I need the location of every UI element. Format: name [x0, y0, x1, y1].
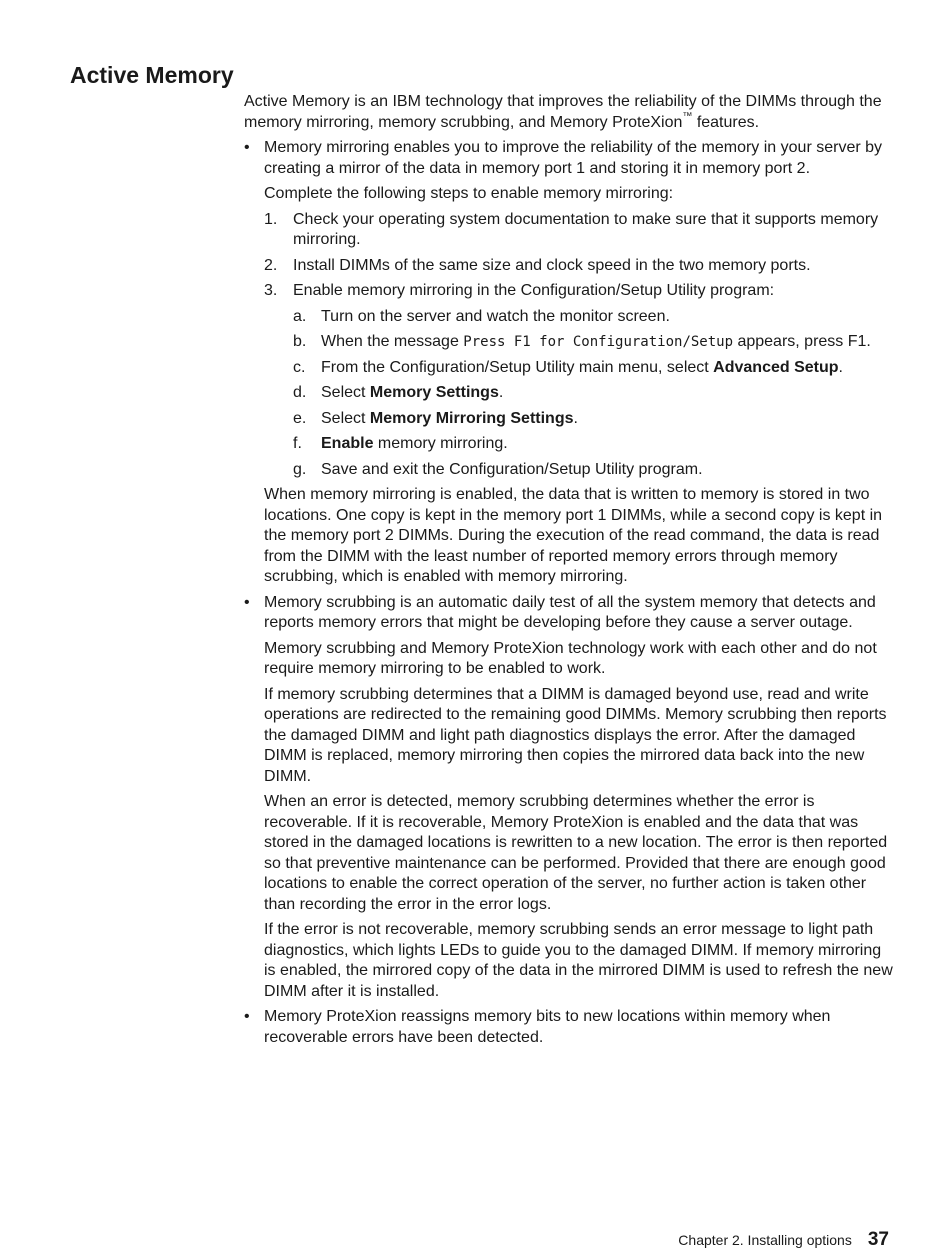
- protexion-description: Memory ProteXion reassigns memory bits to new locations within memory when recoverable errors have been detected.: [264, 1008, 831, 1046]
- intro-paragraph: [244, 92, 894, 133]
- bullet-memory-scrubbing: [244, 593, 894, 1003]
- substep-text: Save and exit the Configuration/Setup Utility program.: [321, 460, 703, 478]
- substep-letter: f.: [293, 435, 302, 452]
- substep-letter: e.: [293, 409, 307, 427]
- step-2: [264, 256, 894, 277]
- substep-text: Select: [321, 384, 370, 401]
- scrubbing-paragraph-4: If the error is not recoverable, memory scrubbing sends an error message to light path diagnostics, which lights LEDs to guide you to the damaged DIMM. If memory mirroring is enabled, the mirrored copy of the data in the mirrored DIMM is used to refresh the new DIMM after it is installed.: [264, 921, 893, 1000]
- step-1: [264, 210, 894, 251]
- substep-a: [293, 307, 894, 328]
- substep-f: [293, 434, 894, 455]
- bullet-icon: •: [244, 139, 250, 156]
- substep-letter: a.: [293, 307, 307, 325]
- substep-letter: d.: [293, 384, 307, 401]
- substep-g: [293, 460, 894, 481]
- intro-text: Active Memory is an IBM technology that improves the reliability of the DIMMs through the memory mirroring, memory scrubbing, and Memory ProteXion: [244, 93, 882, 131]
- feature-list: [244, 138, 894, 1048]
- substep-e: [293, 409, 894, 430]
- substep-text: .: [838, 358, 843, 376]
- substep-text: When the message: [321, 333, 464, 350]
- section-body: [244, 92, 894, 1053]
- option-enable: Enable: [321, 435, 374, 452]
- menu-option-memory-mirroring-settings: Memory Mirroring Settings: [369, 409, 574, 427]
- step-number: 3.: [264, 282, 278, 299]
- scrubbing-description: Memory scrubbing is an automatic daily test of all the system memory that detects and reports memory errors that might be developing before they cause a server outage.: [264, 593, 876, 631]
- scrubbing-paragraph-1: Memory scrubbing and Memory ProteXion technology work with each other and do not require memory mirroring to be enabled to work.: [264, 639, 877, 677]
- substep-c: [293, 358, 894, 379]
- substep-letter: g.: [293, 460, 307, 478]
- substep-letter: b.: [293, 333, 307, 350]
- step-3: [264, 281, 894, 480]
- mirroring-description: Memory mirroring enables you to improve the reliability of the memory in your server by creating a mirror of the data in memory port 1 and storing it in memory port 2.: [264, 139, 883, 177]
- step-3-substeps: [293, 307, 894, 481]
- chapter-label: Chapter 2. Installing options: [678, 1232, 852, 1248]
- substep-text: .: [498, 384, 504, 401]
- trademark-symbol: ™: [682, 110, 693, 122]
- step-number: 1.: [264, 210, 278, 228]
- bullet-icon: •: [244, 593, 250, 611]
- substep-text: memory mirroring.: [373, 435, 508, 452]
- intro-tail: features.: [696, 113, 760, 131]
- mirroring-explanation: When memory mirroring is enabled, the data that is written to memory is stored in two locations. One copy is kept in the memory port 1 DIMMs, while a second copy is kept in the memory port 2 DIMMs. During the execution of the read command, the data is read from the DIMM with the least number of reported memory errors through memory scrubbing, which is enabled with memory mirroring.: [264, 486, 883, 585]
- mirroring-steps: [264, 210, 894, 481]
- substep-text: Select: [321, 409, 370, 427]
- substep-d: [293, 383, 894, 404]
- bullet-icon: •: [244, 1008, 250, 1025]
- page-footer: [678, 1228, 889, 1252]
- substep-b: [293, 332, 894, 353]
- step-text: Install DIMMs of the same size and clock speed in the two memory ports.: [293, 256, 811, 274]
- substep-text: .: [573, 409, 578, 427]
- bullet-memory-protexion: [244, 1007, 894, 1048]
- scrubbing-paragraph-3: When an error is detected, memory scrubbing determines whether the error is recoverable. If it is recoverable, Memory ProteXion is enabled and the data that was stored in the damaged locations is rewritten to a new location. The error is then reported so that preventive maintenance can be performed. Provided that there are enough good locations to enable the correct operation of the server, no further action is taken other than recording the error in the error logs.: [264, 793, 888, 913]
- section-heading: Active Memory: [70, 62, 234, 88]
- menu-option-advanced-setup: Advanced Setup: [713, 358, 839, 376]
- steps-intro: Complete the following steps to enable memory mirroring:: [264, 185, 674, 202]
- step-number: 2.: [264, 256, 278, 274]
- scrubbing-paragraph-2: If memory scrubbing determines that a DIMM is damaged beyond use, read and write operations are redirected to the remaining good DIMMs. Memory scrubbing then reports the damaged DIMM and light path diagnostics displays the error. After the damaged DIMM is replaced, memory mirroring then copies the mirrored data back into the new DIMM.: [264, 685, 887, 785]
- menu-option-memory-settings: Memory Settings: [369, 384, 499, 401]
- setup-message-code: Press F1 for Configuration/Setup: [463, 334, 734, 350]
- substep-text: Turn on the server and watch the monitor screen.: [321, 307, 670, 325]
- step-text: Enable memory mirroring in the Configuration/Setup Utility program:: [293, 282, 775, 299]
- page-number: 37: [867, 1229, 889, 1250]
- substep-text: appears, press F1.: [733, 333, 871, 350]
- step-text: Check your operating system documentation to make sure that it supports memory mirroring.: [293, 210, 879, 248]
- substep-letter: c.: [293, 358, 306, 376]
- substep-text: From the Configuration/Setup Utility main menu, select: [321, 358, 714, 376]
- bullet-memory-mirroring: [244, 138, 894, 588]
